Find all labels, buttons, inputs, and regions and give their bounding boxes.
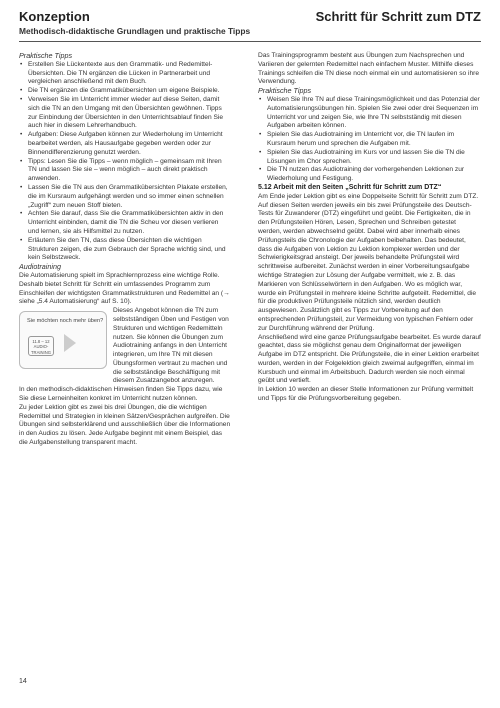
page-header xyxy=(19,9,250,36)
section-heading: 5.12 Arbeit mit den Seiten „Schritt für Schritt zum DTZ“ xyxy=(258,183,442,191)
list-item: • Aufgaben: Diese Aufgaben können zur Wiederholung im Unterricht bearbeitet werden, als Hausaufgabe gegeben werden oder zur Binnendifferenzierung genutzt werden. xyxy=(19,131,231,157)
paragraph: Dieses Angebot können die TN zum selbstständigen Üben und Festigen von Strukturen und wichtigen Redemitteln nutzen. Sie können die Übungen zum Audiotraining anfangs in den Unterricht integrieren, um Ihre TN mit diesen Übungsformen vertraut zu machen und die selbstständige Beschäftigung mit diesem Zusatzangebot anzuregen. xyxy=(113,307,229,385)
list-item: • Lassen Sie die TN aus den Grammatikübersichten Plakate erstellen, die im Kursraum aufgehängt werden und so immer einen schnellen „Zugriff“ zum neuen Stoff bieten. xyxy=(19,184,231,210)
paragraph: Am Ende jeder Lektion gibt es eine Doppelseite Schritt für Schritt zum DTZ. Auf diesen Seiten werden jeweils ein bis zwei Prüfungsteile des Deutsch-Tests für Zuwanderer (DTZ) eingeführt und geübt. Die Fertigkeiten, die in den Prüfungsteilen Hören, Lesen, Sprechen und Schreiben getestet werden, werden abwechselnd geübt. Dabei wird aber innerhalb eines Prüfungsteils die Chronologie der Aufgaben beibehalten. Das bedeutet, dass die Aufgaben von Lektion zu Lektion komplexer werden und der Schwierigkeitsgrad ansteigt. Der jeweils behandelte Prüfungsteil wird schrittweise aufbereitet. Zunächst werden in einer Vorbereitungsaufgabe wichtige Strategien zur Lösung der Aufgabe vermittelt, wie z. B. das Markieren von Schlüsselwörtern in den Aufgaben. Wo es möglich war, wurde ein Prüfungsteil in mehrere kleine Schritte aufgeteilt. Redemittel, die für die produktiven Prüfungsteile nützlich sind, werden deutlich ausgewiesen. Zusätzlich gibt es Tipps zur Vorbereitung auf den entsprechenden Prüfungsteil, zur Vermeidung von typischen Fehlern oder zur Durchführung während der Prüfung. xyxy=(258,192,479,332)
list-item: • Spielen Sie das Audiotraining im Kurs vor und lassen Sie die TN die Lösungen im Chor sprechen. xyxy=(258,149,481,167)
paragraph: In den methodisch-didaktischen Hinweisen finden Sie Tipps dazu, wie Sie diese Lerneinheiten konkret im Unterricht nutzen können. xyxy=(19,386,223,403)
list-item: • Erläutern Sie den TN, dass diese Übersichten die wichtigen Strukturen zeigen, die zum Gebrauch der Sprache wichtig sind, und kein Selbstzweck. xyxy=(19,237,231,263)
paragraph: Anschließend wird eine ganze Prüfungsaufgabe bearbeitet. Es wurde darauf geachtet, dass sie möglichst genau dem Originalformat der jeweiligen Aufgabe im DTZ entspricht. Die Prüfungsteile, die in einer Lektion erarbeitet wurden, werden in der Folgelektion gleich zweimal aufgegriffen, einmal im Kursbuch und einmal im Arbeitsbuch. Dadurch werden sie noch einmal geübt und vertieft. xyxy=(258,333,481,385)
list-item: • Achten Sie darauf, dass Sie die Grammatikübersichten aktiv in den Unterricht einbinden, damit die TN die Scheu vor diesen verlieren und lernen, sie als Hilfsmittel zu nutzen. xyxy=(19,210,231,236)
paragraph: In Lektion 10 werden an dieser Stelle Informationen zur Prüfung vermittelt und Tipps für die Prüfungsvorbereitung gegeben. xyxy=(258,386,474,403)
page-number: 14 xyxy=(19,678,27,685)
heading-praktische-tipps: Praktische Tipps xyxy=(258,86,312,96)
list-item: • Erstellen Sie Lückentexte aus den Grammatik- und Redemittel-Übersichten. Die TN ergänzen die Lücken in Partnerarbeit und vergleichen anschließend mit dem Buch. xyxy=(19,61,231,87)
list-item: • Die TN nutzen das Audiotraining der vorhergehenden Lektionen zur Wiederholung und Festigung. xyxy=(258,166,481,184)
audio-training-badge: 11.8 – 12 AUDIO-TRAINING xyxy=(28,336,54,356)
list-item: • Tipps: Lesen Sie die Tipps – wenn möglich – gemeinsam mit Ihren TN und lassen Sie sie – wenn möglich – auch direkt praktisch anwenden. xyxy=(19,158,231,184)
paragraph: Das Trainingsprogramm besteht aus Übungen zum Nachsprechen und Variieren der gelernten Redemittel nach einfachem Muster. Mithilfe dieses Trainings schleifen die TN diese noch einmal ein und automatisieren so ihre Verwendung. xyxy=(258,52,480,86)
page-subtitle: Methodisch-didaktische Grundlagen und praktische Tipps xyxy=(19,26,251,36)
list-item: • Verweisen Sie im Unterricht immer wieder auf diese Seiten, damit sich die TN an den Umgang mit den Übersichten gewöhnen. Tipps zur Einbindung der Übersichten in den Unterrichtsablauf finden Sie auch hier in diesem Lehrerhandbuch. xyxy=(19,96,231,131)
figure-caption: Sie möchten noch mehr üben? xyxy=(27,318,104,325)
heading-praktische-tipps: Praktische Tipps xyxy=(19,51,73,60)
audio-training-block xyxy=(19,307,231,386)
tips-list xyxy=(19,61,231,263)
list-item: • Spielen Sie das Audiotraining im Unterricht vor, die TN laufen im Kursraum herum und sprechen die Aufgaben mit. xyxy=(258,131,481,149)
list-item: • Die TN ergänzen die Grammatikübersichten um eigene Beispiele. xyxy=(19,87,231,96)
header-divider xyxy=(19,41,481,42)
list-item: • Weisen Sie Ihre TN auf diese Trainingsmöglichkeit und das Potenzial der Automatisierungsübungen hin. Spielen Sie zwei oder drei Sequenzen im Unterricht vor und zeigen Sie, wie Ihre TN selbstständig mit diesen Aufgaben arbeiten können. xyxy=(258,96,481,131)
right-column xyxy=(258,52,481,404)
audio-training-figure xyxy=(19,311,107,369)
heading-audiotraining: Audiotraining xyxy=(19,262,61,272)
paragraph: Die Automatisierung spielt im Sprachlernprozess eine wichtige Rolle. Deshalb bietet Schritt für Schritt ein umfassendes Programm zum Einschleifen der wichtigsten Grammatikstrukturen und Redemittel an (→ siehe „5.4 Automatisierung“ auf S. 10). xyxy=(19,271,230,306)
paragraph: Zu jeder Lektion gibt es zwei bis drei Übungen, die die wichtigen Redemittel und Strategien in kleinen Sätzen/Gesprächen aufgreifen. Die Übungen sind selbsterklärend und ausschließlich über die Informationen in den Audios zu lösen. Jede Aufgabe beginnt mit einem Beispiel, das die Aufgabenstellung transparent macht. xyxy=(19,403,231,447)
section-title: Schritt für Schritt zum DTZ xyxy=(315,9,481,24)
tips-list xyxy=(258,96,481,184)
page-title: Konzeption xyxy=(19,9,90,24)
left-column xyxy=(19,52,231,448)
arrow-icon xyxy=(64,334,76,352)
